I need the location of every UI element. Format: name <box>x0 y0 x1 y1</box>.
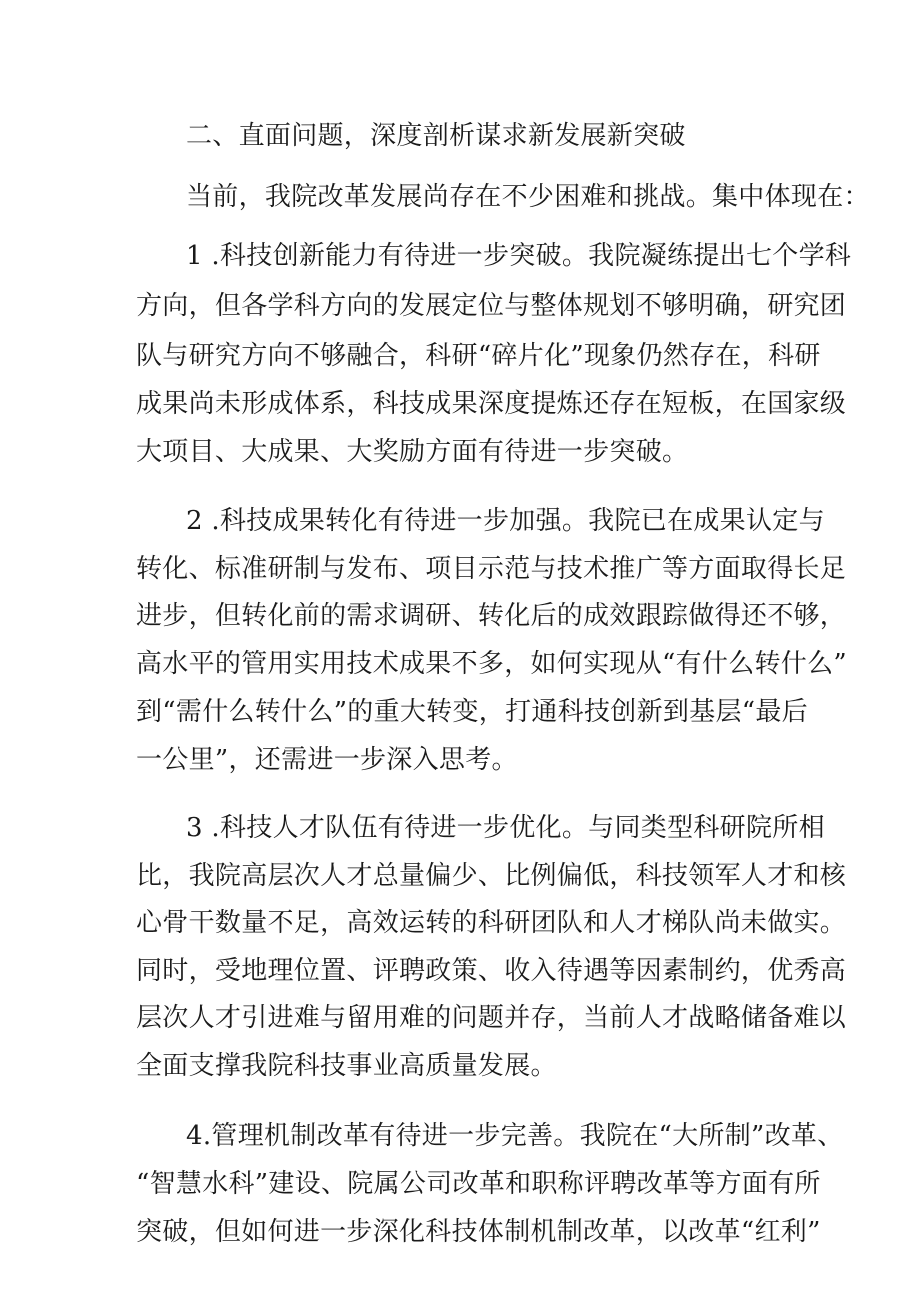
paragraph-line: 成果尚未形成体系，科技成果深度提炼还存在短板，在国家级 <box>136 389 847 419</box>
paragraph-line: 3 .科技人才队伍有待进一步优化。与同类型科研院所相 <box>186 813 825 843</box>
paragraph-line: 突破，但如何进一步深化科技体制机制改革，以改革“红利” <box>136 1217 821 1247</box>
paragraph-line: 心骨干数量不足，高效运转的科研团队和人才梯队尚未做实。 <box>136 908 847 938</box>
paragraph-line: 一公里”，还需进一步深入思考。 <box>136 745 518 775</box>
paragraph-line: 方向，但各学科方向的发展定位与整体规划不够明确，研究团 <box>136 291 847 321</box>
paragraph-line: 到“需什么转什么”的重大转变，打通科技创新到基层“最后 <box>136 697 808 727</box>
section-heading: 二、直面问题，深度剖析谋求新发展新突破 <box>186 121 686 151</box>
paragraph-line: 比，我院高层次人才总量偏少、比例偏低，科技领军人才和核 <box>136 861 847 891</box>
paragraph-line: 大项目、大成果、大奖励方面有待进一步突破。 <box>136 437 689 467</box>
paragraph-line: 全面支撑我院科技事业高质量发展。 <box>136 1051 557 1081</box>
paragraph-line: 1 .科技创新能力有待进一步突破。我院凝练提出七个学科 <box>186 241 852 271</box>
paragraph-line: 进步，但转化前的需求调研、转化后的成效跟踪做得还不够， <box>136 601 847 631</box>
paragraph-line: 同时，受地理位置、评聘政策、收入待遇等因素制约，优秀高 <box>136 956 847 986</box>
paragraph-line: 当前，我院改革发展尚存在不少困难和挑战。集中体现在： <box>186 182 870 212</box>
paragraph-line: 转化、标准研制与发布、项目示范与技术推广等方面取得长足 <box>136 554 847 584</box>
paragraph-line: 高水平的管用实用技术成果不多，如何实现从“有什么转什么” <box>136 649 847 679</box>
paragraph-line: 2 .科技成果转化有待进一步加强。我院已在成果认定与 <box>186 506 825 536</box>
paragraph-line: 层次人才引进难与留用难的问题并存，当前人才战略储备难以 <box>136 1003 847 1033</box>
paragraph-line: 4.管理机制改革有待进一步完善。我院在“大所制”改革、 <box>186 1121 844 1151</box>
paragraph-line: “智慧水科”建设、院属公司改革和职称评聘改革等方面有所 <box>136 1169 821 1199</box>
paragraph-line: 队与研究方向不够融合，科研“碎片化”现象仍然存在，科研 <box>136 341 821 371</box>
